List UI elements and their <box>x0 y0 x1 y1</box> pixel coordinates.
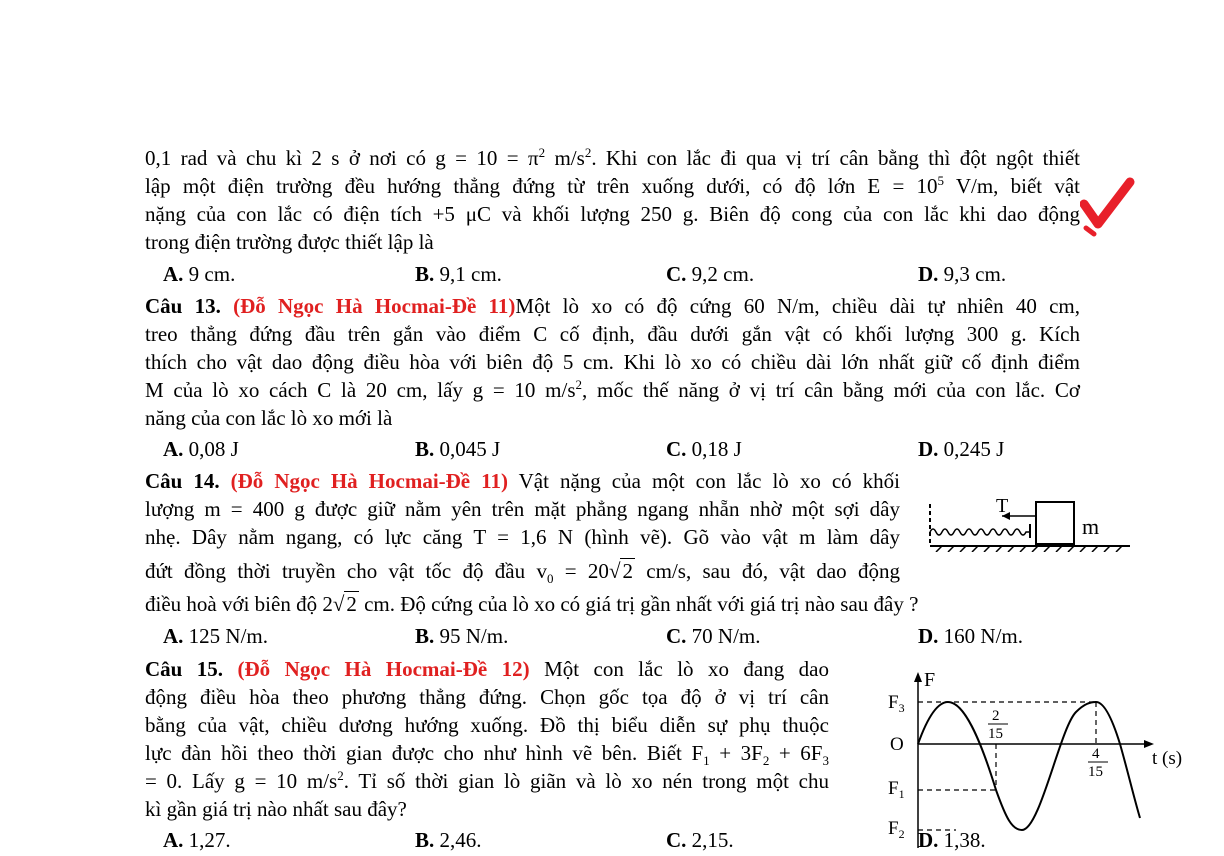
q12-option-d[interactable]: D. 9,3 cm. <box>918 262 1007 286</box>
q14-line-3: nhẹ. Dây nằm ngang, có lực căng T = 1,6 N (hình vẽ). Gõ vào vật m làm dây <box>145 525 900 549</box>
q15-line-5: = 0. Lấy g = 10 $m/s^2$. Tỉ số thời gian lò giãn và lò xo nén trong một chu <box>145 768 829 793</box>
q13-line-2: treo thẳng đứng đầu trên gắn vào điểm C cố định, đầu dưới gắn vật có khối lượng 300 g. Kích <box>145 322 1080 346</box>
q15-option-c[interactable]: C. 2,15. <box>666 828 734 852</box>
frac-2-15-num: 2 <box>992 708 1000 724</box>
sqrt-symbol: √2 <box>608 559 633 583</box>
q15-option-a[interactable]: A. 1,27. <box>163 828 231 852</box>
q13-line-3: thích cho vật dao động điều hòa với biên độ 5 cm. Khi lò xo có chiều dài lớn nhất giữ cố định điểm <box>145 350 1080 374</box>
q13-option-a[interactable]: A. 0,08 J <box>163 437 239 461</box>
q15-line-4: lực đàn hồi theo thời gian được cho như hình vẽ bên. Biết $F_1 + 3F_2 + 6F_3$ <box>145 741 829 769</box>
f2-label: $F_2$ <box>888 818 905 841</box>
mass-label: m <box>1082 514 1100 539</box>
q12-line-2: lập một điện trường đều hướng thẳng đứng từ trên xuống dưới, có độ lớn $E = 10^5$ V/m, biết vật <box>145 173 1080 198</box>
q15-line-3: bằng của vật, chiều dương hướng xuống. Đồ thị biểu diễn sự phụ thuộc <box>145 713 829 737</box>
q14-option-b[interactable]: B. 95 N/m. <box>415 624 509 648</box>
q15-line-6: kì gần giá trị nào nhất sau đây? <box>145 797 407 821</box>
q15-line-2: động điều hòa theo phương thẳng đứng. Chọn gốc tọa độ ở vị trí cân <box>145 685 829 709</box>
f3-label: $F_3$ <box>888 692 905 715</box>
q14-line-5: điều hoà với biên độ 2√2 cm. Độ cứng của lò xo có giá trị gần nhất với giá trị nào sau đây ? <box>145 592 919 616</box>
frac-4-15-den: 15 <box>1088 764 1103 780</box>
q12-option-a[interactable]: A. 9 cm. <box>163 262 236 286</box>
checkmark-icon <box>1080 176 1136 240</box>
origin-label: O <box>890 734 904 755</box>
force-axis-label: F <box>924 669 936 691</box>
q12-option-b[interactable]: B. 9,1 cm. <box>415 262 502 286</box>
q14-line-4: đứt đồng thời truyền cho vật tốc độ đầu $v_0 = 20√2$ cm/s, sau đó, vật dao động <box>145 559 901 587</box>
frac-4-15-num: 4 <box>1092 746 1100 762</box>
q13-option-d[interactable]: D. 0,245 J <box>918 437 1005 461</box>
q12-line-3: nặng của con lắc có điện tích +5 μC và khối lượng 250 g. Biên độ cong của con lắc khi dao động <box>145 202 1080 226</box>
q13-line-5: năng của con lắc lò xo mới là <box>145 406 393 430</box>
q12-option-c[interactable]: C. 9,2 cm. <box>666 262 755 286</box>
q15-option-b[interactable]: B. 2,46. <box>415 828 482 852</box>
q14-line-2: lượng m = 400 g được giữ nằm yên trên mặt phẳng ngang nhẵn nhờ một sợi dây <box>145 497 900 521</box>
f1-label: $F_1$ <box>888 778 905 801</box>
time-axis-label: t (s) <box>1152 748 1183 769</box>
q15-option-d[interactable]: D. 1,38. <box>918 828 986 852</box>
sqrt-symbol: √2 <box>332 592 357 616</box>
q13-line-4: M của lò xo cách C là 20 cm, lấy g = 10 $m/s^2$, mốc thế năng ở vị trí cân bằng mới của con lắc. Cơ <box>145 377 1080 402</box>
q13-option-c[interactable]: C. 0,18 J <box>666 437 742 461</box>
q14-option-a[interactable]: A. 125 N/m. <box>163 624 269 648</box>
q14-line-1: Câu 14. (Đỗ Ngọc Hà Hocmai-Đề 11) Vật nặng của một con lắc lò xo có khối <box>145 469 900 493</box>
q14-option-c[interactable]: C. 70 N/m. <box>666 624 761 648</box>
q13-option-b[interactable]: B. 0,045 J <box>415 437 501 461</box>
spring-block-figure <box>926 494 1134 552</box>
q14-option-d[interactable]: D. 160 N/m. <box>918 624 1024 648</box>
tension-label: T <box>996 495 1009 517</box>
q13-line-1: Câu 13. (Đỗ Ngọc Hà Hocmai-Đề 11)Một lò xo có độ cứng 60 N/m, chiều dài tự nhiên 40 cm, <box>145 294 1080 318</box>
q12-line-1: 0,1 rad và chu kì 2 s ở nơi có $g = 10 = \pi^2$ $m/s^2$. Khi con lắc đi qua vị trí cân bằng thì đột ngột thiết <box>145 145 1080 170</box>
q15-line-1: Câu 15. (Đỗ Ngọc Hà Hocmai-Đề 12) Một con lắc lò xo đang dao <box>145 657 829 681</box>
q12-line-4: trong điện trường được thiết lập là <box>145 230 434 254</box>
frac-2-15-den: 15 <box>988 726 1003 742</box>
